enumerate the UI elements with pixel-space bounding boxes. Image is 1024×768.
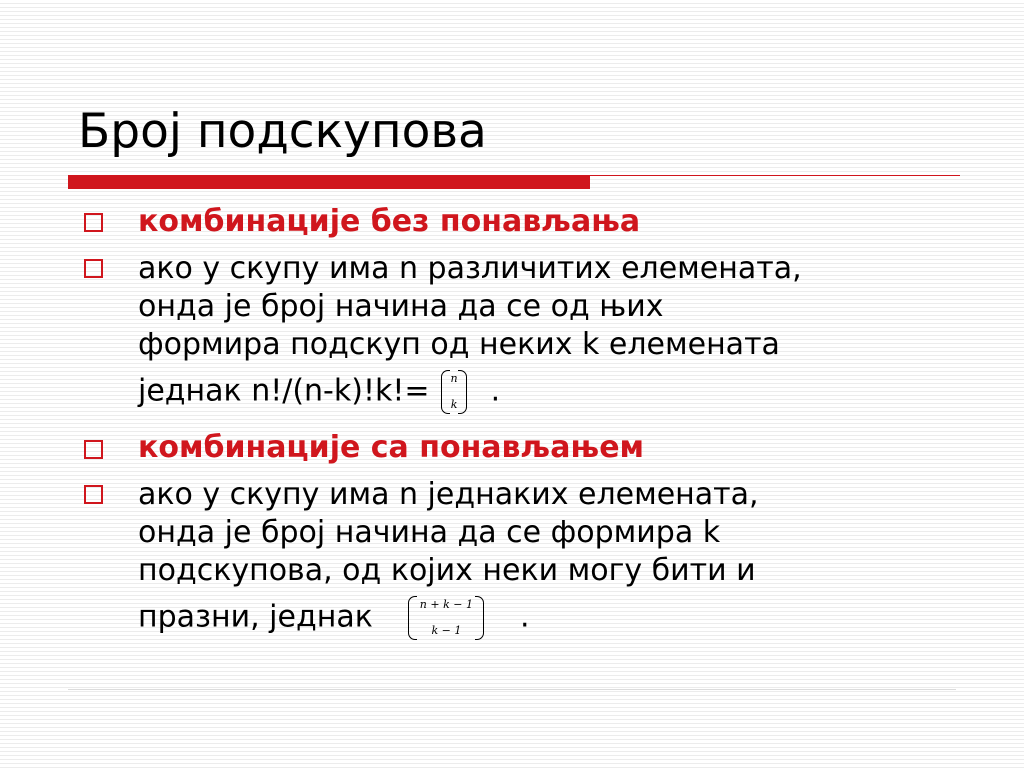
binom-top: n [450,372,458,385]
formula-prefix: једнак n!/(n-k)!k!= [138,373,430,409]
text-line: формира подскуп од неких k елемената [138,327,780,362]
binomial-coefficient [441,370,467,414]
bullet-item-text [138,250,998,414]
text-line [138,596,998,640]
bullet-item-text [138,476,998,640]
bullet-item-heading: комбинације са понављањем [138,430,645,465]
hollow-square-bullet-icon [84,213,103,232]
hollow-square-bullet-icon [84,259,103,278]
formula-suffix: . [519,599,530,635]
text-line: ако у скупу има n једнаких елемената, [138,477,759,512]
binom-bottom: k [450,398,458,411]
binom-bottom: k − 1 [431,624,462,637]
formula-prefix: празни, једнак [138,599,373,635]
text-line: онда је број начина да се формира k [138,515,721,550]
text-line: ако у скупу има n различитих елемената, [138,251,802,286]
formula-suffix: . [490,373,501,409]
text-line: онда је број начина да се од њих [138,289,664,324]
text-line: подскупова, од којих неки могу бити и [138,553,756,588]
footer-divider [68,689,956,690]
hollow-square-bullet-icon [84,485,103,504]
title-underline-thin [590,175,960,176]
binom-top: n + k − 1 [419,598,473,611]
bullet-item-heading: комбинације без понављања [138,204,641,239]
hollow-square-bullet-icon [84,440,103,459]
text-line [138,370,998,414]
binomial-coefficient [408,596,484,640]
title-underline-thick [68,175,590,189]
slide-title: Број подскупова [78,104,487,159]
